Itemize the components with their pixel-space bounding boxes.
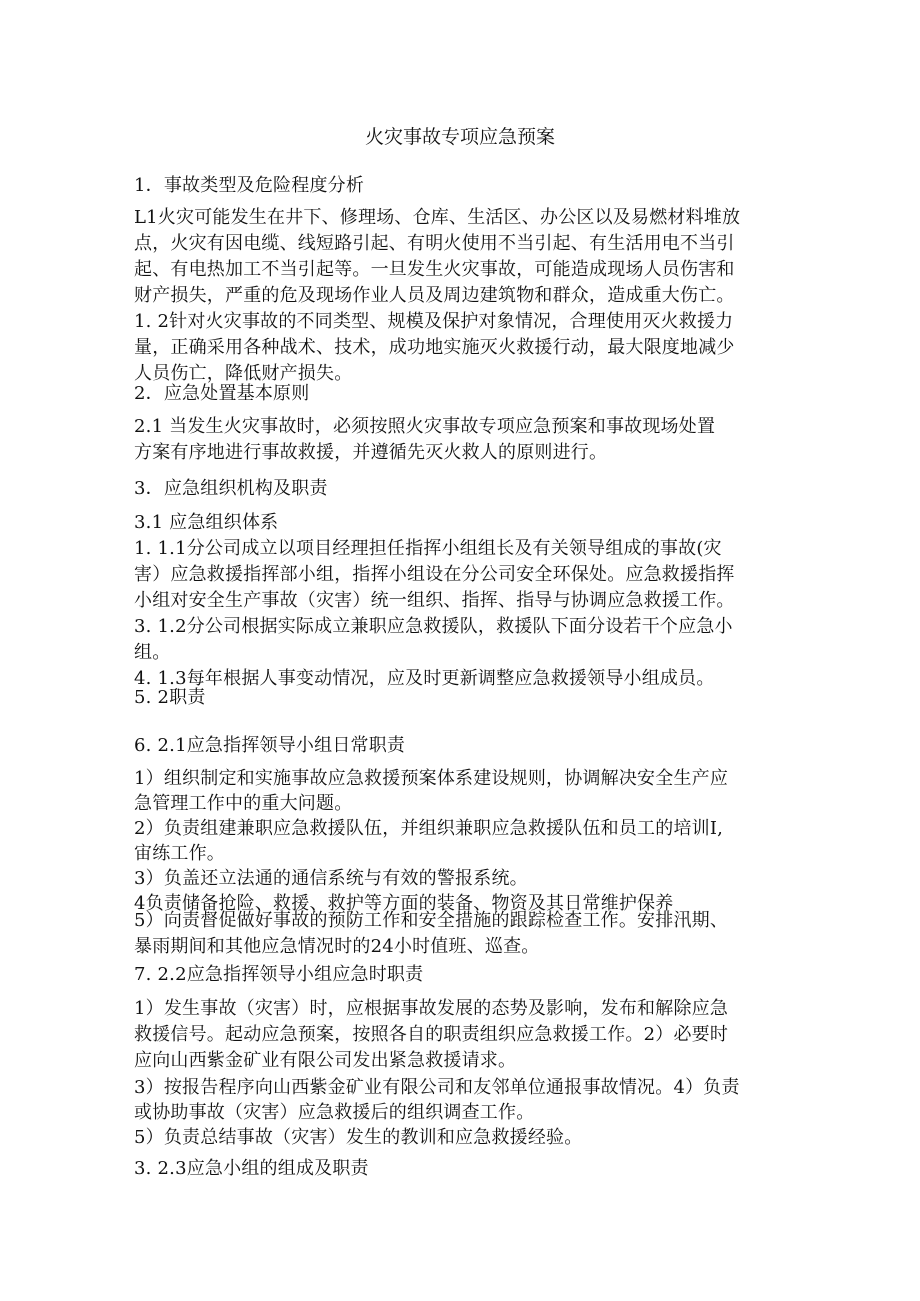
- text-line: 财产损失，严重的危及现场作业人员及周边建筑物和群众，造成重大伤亡。: [134, 285, 735, 306]
- text-line: 3）按报告程序向山西紫金矿业有限公司和友邻单位通报事故情况。4）负责: [134, 1077, 740, 1098]
- section-heading-2: [134, 381, 794, 407]
- text-line: 起、有电热加工不当引起等。一旦发生火灾事故，可能造成现场人员伤害和: [134, 259, 735, 280]
- section-heading-6: [134, 962, 794, 988]
- section-heading-4: [134, 685, 794, 711]
- text-line: 点，火灾有因电缆、线短路引起、有明火使用不当引起、有生活用电不当引: [134, 233, 735, 254]
- text-line: 3．应急组织机构及职责: [134, 478, 328, 499]
- section-heading-5: [134, 733, 794, 759]
- section-heading-3: [134, 476, 794, 502]
- paragraph-4: [134, 766, 794, 916]
- text-line: 7. 2.2应急指挥领导小组应急时职责: [134, 964, 424, 985]
- text-line: 暴雨期间和其他应急情况时的24小时值班、巡查。: [134, 936, 540, 957]
- text-line: 5. 2职责: [134, 687, 206, 708]
- text-line: 4负责储备抢险、救援、救护等方面的装备、物资及其日常维护保养: [134, 893, 674, 914]
- section-heading-7: [134, 1156, 794, 1182]
- text-line: 小组对安全生产事故（灾害）统一组织、指挥、指导与协调应急救援工作。: [134, 590, 735, 611]
- text-line: 应向山西紫金矿业有限公司发出紧急救援请求。: [134, 1050, 517, 1071]
- text-line: 2）负责组建兼职应急救援队伍，并组织兼职应急救援队伍和员工的培训I,: [134, 818, 724, 839]
- text-line: 急管理工作中的重大问题。: [134, 793, 353, 814]
- text-line: 方案有序地进行事故救援，并遵循先灭火救人的原则进行。: [134, 442, 608, 463]
- text-line: 组。: [134, 642, 171, 663]
- paragraph-3: [134, 510, 794, 692]
- paragraph-2: [134, 414, 794, 466]
- text-line: 1．事故类型及危险程度分析: [134, 175, 365, 196]
- text-line: 救援信号。起动应急预案，按照各自的职责组织应急救援工作。2）必要时: [134, 1024, 729, 1045]
- text-line: 1）组织制定和实施事故应急救援预案体系建设规则，协调解决安全生产应: [134, 768, 729, 789]
- text-line: 3. 1.2分公司根据实际成立兼职应急救援队，救援队下面分设若干个应急小: [134, 616, 733, 637]
- paragraph-5: [134, 908, 794, 960]
- text-line: 5）向责督促做好事故的预防工作和安全措施的跟踪检查工作。安排汛期、: [134, 910, 729, 931]
- text-line: 1. 1.1分公司成立以项目经理担任指挥小组组长及有关领导组成的事故(灾: [134, 538, 722, 559]
- text-line: 3. 2.3应急小组的组成及职责: [134, 1158, 369, 1179]
- text-line: 害）应急救援指挥部小组，指挥小组设在分公司安全环保处。应急救援指挥: [134, 564, 735, 585]
- text-line: 1）发生事故（灾害）时，应根据事故发展的态势及影响，发布和解除应急: [134, 998, 729, 1019]
- text-line: 人员伤亡，降低财产损失。: [134, 363, 353, 384]
- paragraph-1: [134, 205, 794, 387]
- text-line: 4. 1.3每年根据人事变动情况，应及时更新调整应急救援领导小组成员。: [134, 668, 715, 689]
- text-line: 1. 2针对火灾事故的不同类型、规模及保护对象情况，合理使用灭火救援力: [134, 311, 734, 332]
- text-line: 2．应急处置基本原则: [134, 383, 310, 404]
- text-line: 3.1 应急组织体系: [134, 512, 279, 533]
- document-title: 火灾事故专项应急预案: [364, 126, 555, 148]
- text-line: 3）负盖还立法通的通信系统与有效的警报系统。: [134, 868, 528, 889]
- section-heading-1: [134, 173, 794, 199]
- text-line: L1火灾可能发生在井下、修理场、仓库、生活区、办公区以及易燃材料堆放: [134, 207, 741, 228]
- paragraph-7: [134, 1075, 794, 1150]
- paragraph-6: [134, 996, 794, 1074]
- text-line: 6. 2.1应急指挥领导小组日常职责: [134, 735, 406, 756]
- text-line: 宙练工作。: [134, 843, 225, 864]
- text-line: 5）负责总结事故（灾害）发生的教训和应急救援经验。: [134, 1127, 583, 1148]
- text-line: 量，正确采用各种战术、技术，成功地实施灭火救援行动，最大限度地减少: [134, 337, 735, 358]
- text-line: 或协助事故（灾害）应急救援后的组织调查工作。: [134, 1102, 535, 1123]
- text-line: 2.1 当发生火灾事故时，必须按照火灾事故专项应急预案和事故现场处置: [134, 416, 716, 437]
